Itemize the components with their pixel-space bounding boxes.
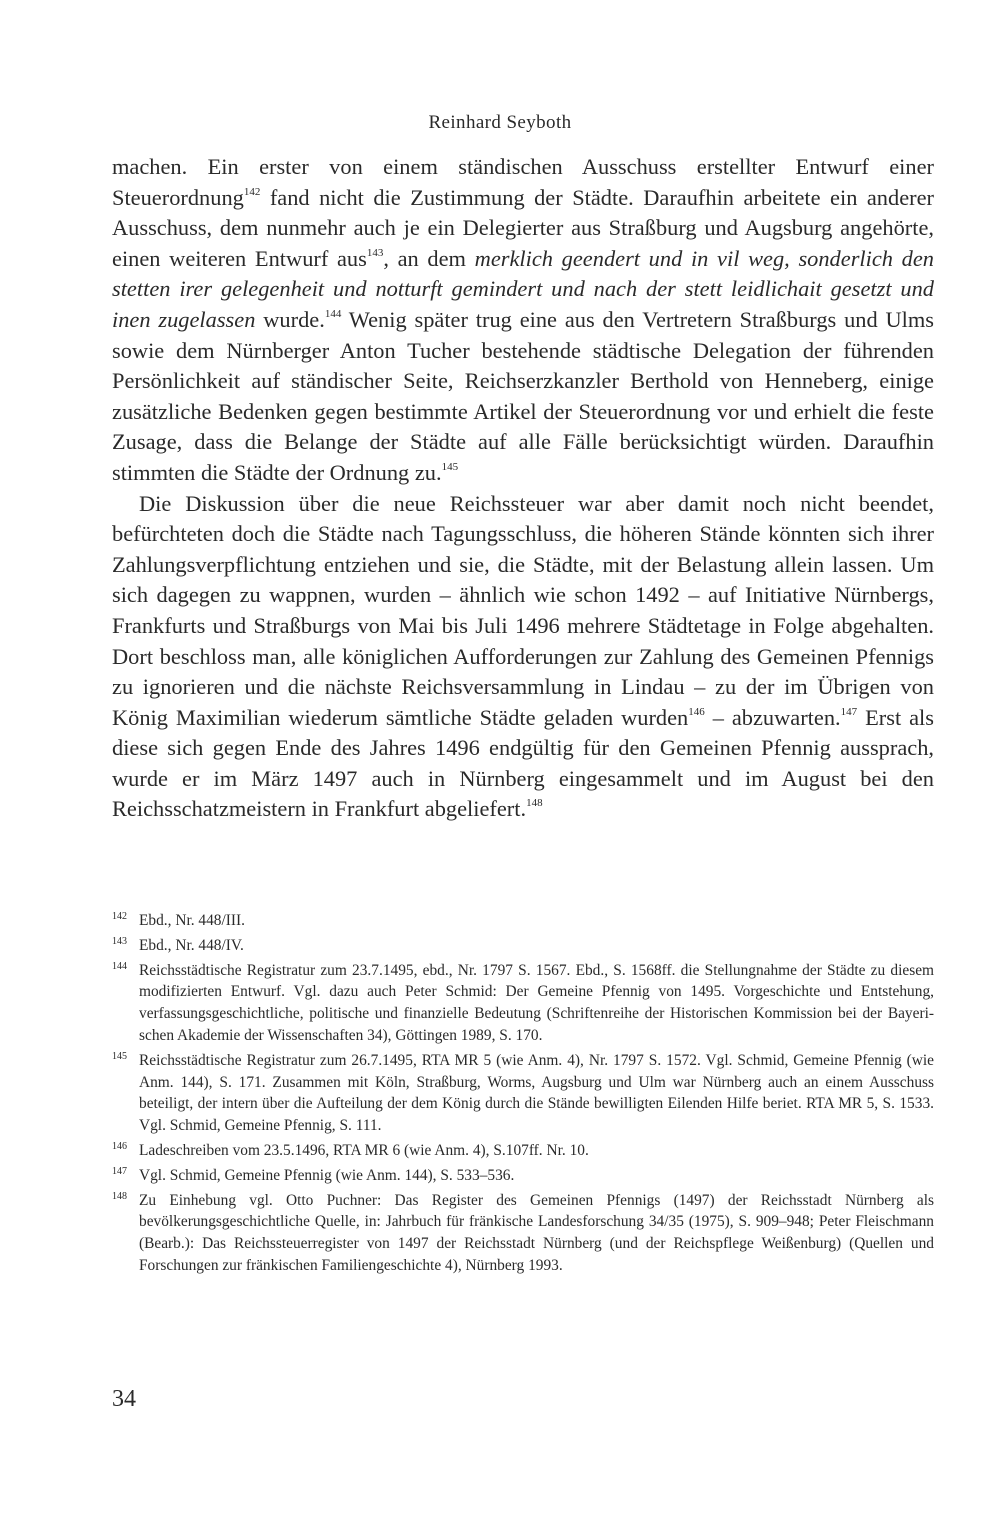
footnote-ref-147[interactable]: 147: [840, 705, 858, 718]
footnote-text: Reichsstädtische Registratur zum 26.7.1495, RTA MR 5 (wie Anm. 4), Nr. 1797 S. 1572. Vgl. Schmid, Gemeine Pfennig (wie Anm. 144), S. 171. Zusammen mit Köln, Straßburg, Worms, Augsburg und Ulm war Nürnberg auch an einem Ausschuss beteiligt, der intern über die Aufteilung der dem König durch die Stände bewilligten Eilenden Hilfe beriet. RTA MR 5, S. 1533. Vgl. Schmid, Gemeine Pfennig, S. 111.: [139, 1051, 934, 1135]
footnote-number: 142: [112, 911, 127, 922]
footnote: [112, 1190, 934, 1277]
footnote: [112, 1050, 934, 1137]
footnote-number: 144: [112, 960, 127, 972]
footnote-number: 146: [112, 1140, 127, 1152]
page-number: 34: [112, 1386, 136, 1412]
text-run: , an dem: [383, 245, 475, 271]
text-run: fand nicht die Zustimmung der Städte. Daraufhin arbeitete ein anderer Ausschuss, dem nunmehr auch je ein Delegierter aus Straßburg und Augsburg angehörte, einen weiteren Entwurf aus: [112, 184, 934, 271]
text-run: Erst als diese sich gegen Ende des Jahres 1496 endgültig für den Gemeinen Pfennig aussprach, wurde er im März 1497 auch in Nürnberg eingesammelt und im August bei den Reichsschatzmeistern in Frankfurt abgeliefert.: [112, 704, 934, 822]
text-run: Wenig später trug eine aus den Vertretern Straßburgs und Ulms sowie dem Nürnberger Anton Tucher bestehende städtische Delegation der führenden Persönlichkeit auf ständischer Seite, Reichserzkanzler Berthold von Henneberg, einige zusätzliche Bedenken gegen bestimmte Artikel der Steuerordnung vor und erhielt die feste Zusage, dass die Belange der Städte auf alle Fälle berücksichtigt würden. Daraufhin stimmten die Städte der Ordnung zu.: [112, 306, 935, 485]
quotation-italic: merklich geendert und in vil weg, sonderlich den stetten irer gelegenheit und notturft gemindert und nach der stett leidlichait gesetzt und inen zugelassen: [112, 245, 934, 332]
footnote: [112, 960, 934, 1047]
text-run: wurde.: [255, 306, 325, 332]
footnotes: [112, 910, 934, 1280]
footnote-number: 145: [112, 1050, 127, 1062]
footnote-number: 148: [112, 1190, 127, 1202]
footnote: [112, 935, 934, 957]
footnote-text: Vgl. Schmid, Gemeine Pfennig (wie Anm. 144), S. 533–536.: [139, 1166, 515, 1184]
main-text: [112, 152, 934, 825]
footnote-text: Ladeschreiben vom 23.5.1496, RTA MR 6 (wie Anm. 4), S.107ff. Nr. 10.: [139, 1141, 589, 1159]
footnote-text: Zu Einhebung vgl. Otto Puchner: Das Register des Gemeinen Pfennigs (1497) der Reichsstadt Nürnberg als bevölkerungsgeschichtliche Quelle, in: Jahrbuch für fränkische Landesforschung 34/35 (1975), S. 909–948; Peter Fleischmann (Bearb.): Das Reichssteuerregister von 1497 der Reichsstadt Nürnberg (und der Reichspflege Weißenburg) (Quellen und Forschungen zur fränkischen Familiengeschichte 4), Nürnberg 1993.: [139, 1191, 934, 1274]
footnote: [112, 1140, 934, 1162]
footnote-ref-143[interactable]: 143: [366, 246, 384, 259]
text-run: machen. Ein erster von einem ständischen Ausschuss erstellter Entwurf einer Steuerordnung: [112, 154, 934, 210]
footnote-number: 147: [112, 1165, 127, 1177]
footnote-ref-144[interactable]: 144: [324, 307, 342, 320]
footnote: [112, 1165, 934, 1187]
footnote-ref-148[interactable]: 148: [526, 797, 543, 810]
footnote-ref-142[interactable]: 142: [243, 185, 261, 198]
footnote-text: Reichsstädtische Registratur zum 23.7.1495, ebd., Nr. 1797 S. 1567. Ebd., S. 1568ff. die Stellungnahme der Städte zu diesem modifizierten Entwurf. Vgl. dazu auch Peter Schmid: Der Gemeine Pfennig von 1495. Vorgeschichte und Entstehung, verfassungsgeschichtliche, politische und finanzielle Bedeutung (Schriftenreihe der Historischen Kommission bei der Bayerischen Akademie der Wissenschaften 34), Göttingen 1989, S. 170.: [139, 961, 934, 1044]
footnote-ref-146[interactable]: 146: [688, 705, 705, 718]
text-run: Die Diskussion über die neue Reichssteuer war aber damit noch nicht beendet, befürchteten doch die Städte nach Tagungsschluss, die höheren Stände könnten sich ihrer Zahlungsverpflichtung entziehen und sie, die Städte, mit der Belastung allein lassen. Um sich dagegen zu wappnen, wurden – ähnlich wie schon 1492 – auf Initiative Nürnbergs, Frankfurts und Straßburgs von Mai bis Juli 1496 mehrere Städtetage in Folge abgehalten. Dort beschloss man, alle königlichen Aufforderungen zur Zahlung des Gemeinen Pfennigs zu ignorieren und die nächste Reichsversammlung in Lindau – zu der im Übrigen von König Maximilian wiederum sämtliche Städte geladen wurden: [112, 490, 934, 730]
footnote: [112, 910, 934, 932]
paragraph-2: [112, 489, 934, 826]
footnote-ref-145[interactable]: 145: [441, 460, 459, 473]
footnote-text: Ebd., Nr. 448/III.: [139, 912, 246, 929]
running-head: Reinhard Seyboth: [428, 112, 572, 133]
paragraph-1: [112, 152, 934, 489]
footnote-number: 143: [112, 935, 127, 947]
footnote-text: Ebd., Nr. 448/IV.: [139, 936, 244, 954]
text-run: – abzuwarten.: [704, 704, 841, 730]
